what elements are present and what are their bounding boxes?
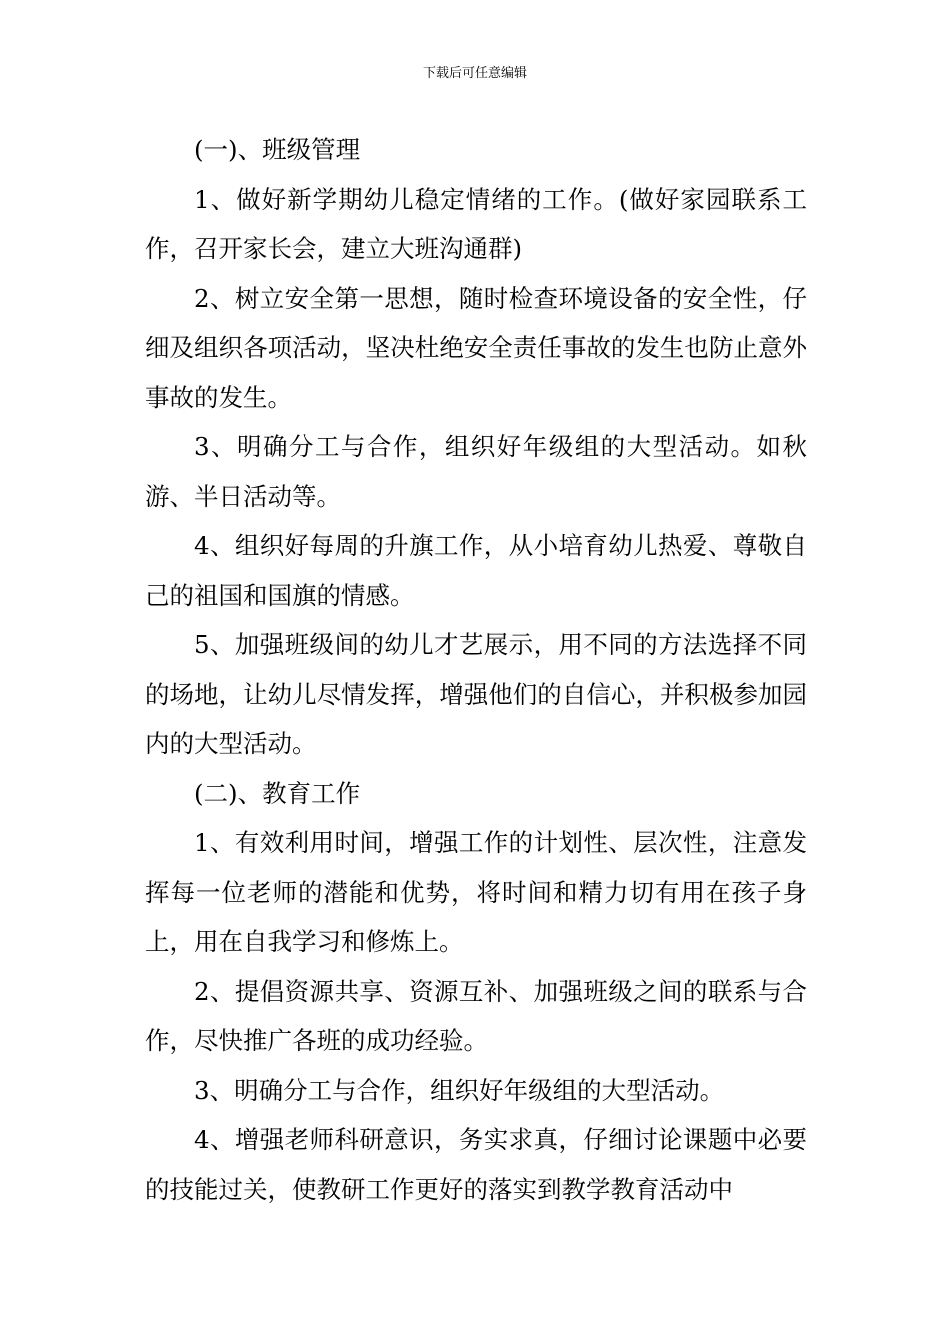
paragraph: 1、做好新学期幼儿稳定情绪的工作。(做好家园联系工作，召开家长会，建立大班沟通群) (145, 184, 807, 263)
paragraph: 2、树立安全第一思想，随时检查环境设备的安全性，仔细及组织各项活动，坚决杜绝安全责任事故的发生也防止意外事故的发生。 (145, 283, 807, 412)
paragraph: 4、组织好每周的升旗工作，从小培育幼儿热爱、尊敬自己的祖国和国旗的情感。 (145, 531, 807, 610)
page-header: 下载后可任意编辑 (422, 66, 527, 81)
document-body (145, 125, 807, 1214)
paragraph: 3、明确分工与合作，组织好年级组的大型活动。 (194, 1075, 725, 1105)
paragraph: 5、加强班级间的幼儿才艺展示，用不同的方法选择不同的场地，让幼儿尽情发挥，增强他们的自信心，并积极参加园内的大型活动。 (145, 630, 807, 758)
paragraph: 4、增强老师科研意识，务实求真，仔细讨论课题中必要的技能过关，使教研工作更好的落实到教学教育活动中 (145, 1125, 807, 1204)
paragraph: 2、提倡资源共享、资源互补、加强班级之间的联系与合作，尽快推广各班的成功经验。 (145, 976, 807, 1055)
paragraph: 1、有效利用时间，增强工作的计划性、层次性，注意发挥每一位老师的潜能和优势，将时间和精力切有用在孩子身上，用在自我学习和修炼上。 (145, 828, 807, 956)
paragraph: 3、明确分工与合作，组织好年级组的大型活动。如秋游、半日活动等。 (145, 432, 807, 511)
section-heading-class-management: (一)、班级管理 (194, 135, 361, 164)
section-heading-education-work: (二)、教育工作 (194, 778, 361, 808)
